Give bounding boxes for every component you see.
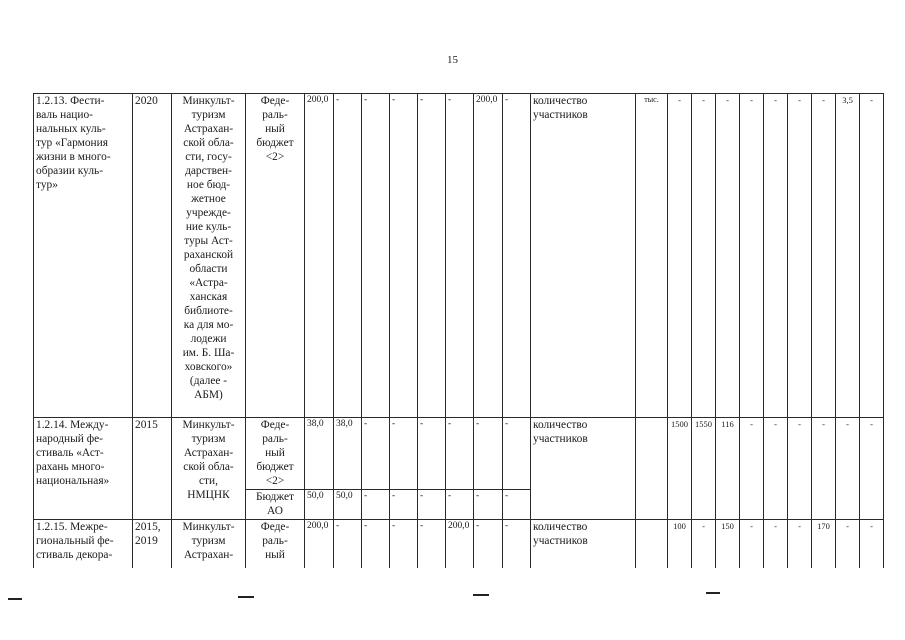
text-line: Феде- <box>260 521 290 533</box>
target-value-cell: - <box>788 418 812 520</box>
target-value-cell: 100 <box>668 520 692 568</box>
target-value-cell: 1500 <box>668 418 692 520</box>
target-value-cell: - <box>716 94 740 418</box>
target-value-cell: - <box>740 418 764 520</box>
funding-value-cell: - <box>418 94 446 418</box>
target-value-cell: - <box>692 94 716 418</box>
text-line: тур» <box>36 179 58 191</box>
scan-mark <box>473 594 489 596</box>
funding-value-cell: - <box>418 520 446 568</box>
text-line: ка для мо- <box>183 319 234 331</box>
text-line: ской обла- <box>183 461 234 473</box>
text-line: Астрахан- <box>183 123 234 135</box>
text-line: Минкульт- <box>182 95 235 107</box>
text-line: жизни в много- <box>36 151 111 163</box>
target-value-cell: 116 <box>716 418 740 520</box>
text-line: ное бюд- <box>186 179 231 191</box>
funding-value-cell: - <box>390 94 418 418</box>
target-value-cell: - <box>764 520 788 568</box>
text-line: ный <box>265 549 285 561</box>
indicator-cell <box>531 520 636 568</box>
funding-source-cell <box>246 94 305 418</box>
executor-cell <box>172 94 246 418</box>
text-line: области <box>189 263 228 275</box>
funding-value-cell: 50,0 <box>334 490 362 520</box>
funding-value-cell: 200,0 <box>305 94 334 418</box>
funding-value-cell: - <box>362 490 390 520</box>
funding-value-cell: - <box>334 94 362 418</box>
text-line: дарствен- <box>185 165 232 177</box>
indicator-cell <box>531 94 636 418</box>
text-line: раль- <box>262 433 288 445</box>
text-line: Феде- <box>260 95 290 107</box>
text-line: библиоте- <box>184 305 233 317</box>
scan-mark <box>8 598 22 600</box>
text-line: ховского» <box>184 361 233 373</box>
years-cell: 2020 <box>133 94 172 418</box>
text-line: ный <box>265 447 285 459</box>
text-line: Астрахан- <box>183 447 234 459</box>
text-line: раль- <box>262 109 288 121</box>
target-value-cell: - <box>740 520 764 568</box>
funding-value-cell: 38,0 <box>305 418 334 490</box>
funding-value-cell: - <box>474 418 503 490</box>
text-line: бюджет <box>256 137 294 149</box>
text-line: народный фе- <box>36 433 103 445</box>
text-line: лодежи <box>190 333 227 345</box>
funding-value-cell: - <box>390 490 418 520</box>
funding-value-cell: - <box>503 418 531 490</box>
text-line: образии куль- <box>36 165 104 177</box>
text-line: учрежде- <box>186 207 231 219</box>
event-name-cell <box>34 418 133 520</box>
target-value-cell: - <box>812 94 836 418</box>
target-value-cell: - <box>860 418 884 520</box>
text-line: нальных куль- <box>36 123 106 135</box>
years-cell: 2015 <box>133 418 172 520</box>
indicator-cell <box>531 418 636 520</box>
text-line: стиваль «Аст- <box>36 447 104 459</box>
funding-value-cell: 200,0 <box>474 94 503 418</box>
text-line: количество <box>533 521 588 533</box>
text-line: НМЦНК <box>187 489 230 501</box>
funding-value-cell: - <box>446 418 474 490</box>
years-cell <box>133 520 172 568</box>
funding-value-cell: - <box>390 418 418 490</box>
text-line: туризм <box>191 109 226 121</box>
text-line: ный <box>265 123 285 135</box>
funding-value-cell: - <box>474 520 503 568</box>
text-line: АБМ) <box>194 389 223 401</box>
funding-value-cell: - <box>418 490 446 520</box>
text-line: сти, госу- <box>185 151 232 163</box>
text-line: раханской <box>183 249 234 261</box>
funding-value-cell: - <box>446 490 474 520</box>
text-line: 2019 <box>135 535 158 547</box>
scan-mark <box>238 596 254 598</box>
funding-source-cell <box>246 490 305 520</box>
text-line: АО <box>267 505 283 517</box>
target-value-cell: - <box>860 520 884 568</box>
event-name-cell <box>34 520 133 568</box>
funding-value-cell: - <box>334 520 362 568</box>
text-line: (далее - <box>189 375 228 387</box>
funding-value-cell: - <box>503 520 531 568</box>
funding-value-cell: - <box>446 94 474 418</box>
unit-cell <box>636 418 668 520</box>
text-line: <2> <box>265 475 285 487</box>
target-value-cell: - <box>812 418 836 520</box>
unit-cell: тыс. <box>636 94 668 418</box>
text-line: Минкульт- <box>182 521 235 533</box>
funding-value-cell: - <box>390 520 418 568</box>
target-value-cell: 150 <box>716 520 740 568</box>
funding-value-cell: - <box>503 490 531 520</box>
target-value-cell: - <box>692 520 716 568</box>
funding-value-cell: - <box>474 490 503 520</box>
text-line: рахань много- <box>36 461 105 473</box>
funding-value-cell: - <box>362 418 390 490</box>
target-value-cell: - <box>668 94 692 418</box>
executor-cell <box>172 418 246 520</box>
text-line: валь нацио- <box>36 109 93 121</box>
funding-value-cell: 50,0 <box>305 490 334 520</box>
text-line: количество <box>533 419 588 431</box>
text-line: 1.2.13. Фести- <box>36 95 105 107</box>
target-value-cell: 170 <box>812 520 836 568</box>
target-value-cell: - <box>788 94 812 418</box>
text-line: ние куль- <box>185 221 232 233</box>
funding-value-cell: - <box>418 418 446 490</box>
text-line: участников <box>533 535 588 547</box>
text-line: тур «Гармония <box>36 137 108 149</box>
text-line: ской обла- <box>183 137 234 149</box>
funding-value-cell: 38,0 <box>334 418 362 490</box>
text-line: туры Аст- <box>184 235 233 247</box>
target-value-cell: - <box>836 520 860 568</box>
text-line: 1.2.15. Межре- <box>36 521 108 533</box>
funding-source-cell <box>246 520 305 568</box>
page-number: 15 <box>447 54 458 66</box>
text-line: 1.2.14. Между- <box>36 419 109 431</box>
program-table <box>33 93 884 568</box>
target-value-cell: - <box>788 520 812 568</box>
text-line: Астрахан- <box>183 549 234 561</box>
target-value-cell: - <box>764 418 788 520</box>
target-value-cell: - <box>764 94 788 418</box>
text-line: раль- <box>262 535 288 547</box>
text-line: участников <box>533 433 588 445</box>
text-line: Феде- <box>260 419 290 431</box>
funding-value-cell: - <box>503 94 531 418</box>
target-value-cell: - <box>836 418 860 520</box>
text-line: гиональный фе- <box>36 535 114 547</box>
text-line: туризм <box>191 433 226 445</box>
funding-value-cell: - <box>362 520 390 568</box>
text-line: Бюджет <box>255 491 295 503</box>
event-name-cell <box>34 94 133 418</box>
table-row <box>34 520 884 568</box>
executor-cell <box>172 520 246 568</box>
text-line: стиваль декора- <box>36 549 113 561</box>
text-line: <2> <box>265 151 285 163</box>
text-line: национальная» <box>36 475 110 487</box>
text-line: ханская <box>189 291 228 303</box>
text-line: Минкульт- <box>182 419 235 431</box>
funding-value-cell: 200,0 <box>305 520 334 568</box>
text-line: «Астра- <box>189 277 228 289</box>
unit-cell <box>636 520 668 568</box>
text-line: количество <box>533 95 588 107</box>
target-value-cell: - <box>740 94 764 418</box>
target-value-cell: 1550 <box>692 418 716 520</box>
text-line: 2015, <box>135 521 161 533</box>
text-line: им. Б. Ша- <box>182 347 235 359</box>
funding-value-cell: - <box>362 94 390 418</box>
table-row <box>34 94 884 418</box>
funding-value-cell: 200,0 <box>446 520 474 568</box>
text-line: туризм <box>191 535 226 547</box>
target-value-cell: - <box>860 94 884 418</box>
text-line: участников <box>533 109 588 121</box>
text-line: жетное <box>191 193 226 205</box>
text-line: бюджет <box>256 461 294 473</box>
text-line: сти, <box>199 475 218 487</box>
scan-mark <box>706 592 720 594</box>
target-value-cell: 3,5 <box>836 94 860 418</box>
table-row <box>34 418 884 490</box>
funding-source-cell <box>246 418 305 490</box>
